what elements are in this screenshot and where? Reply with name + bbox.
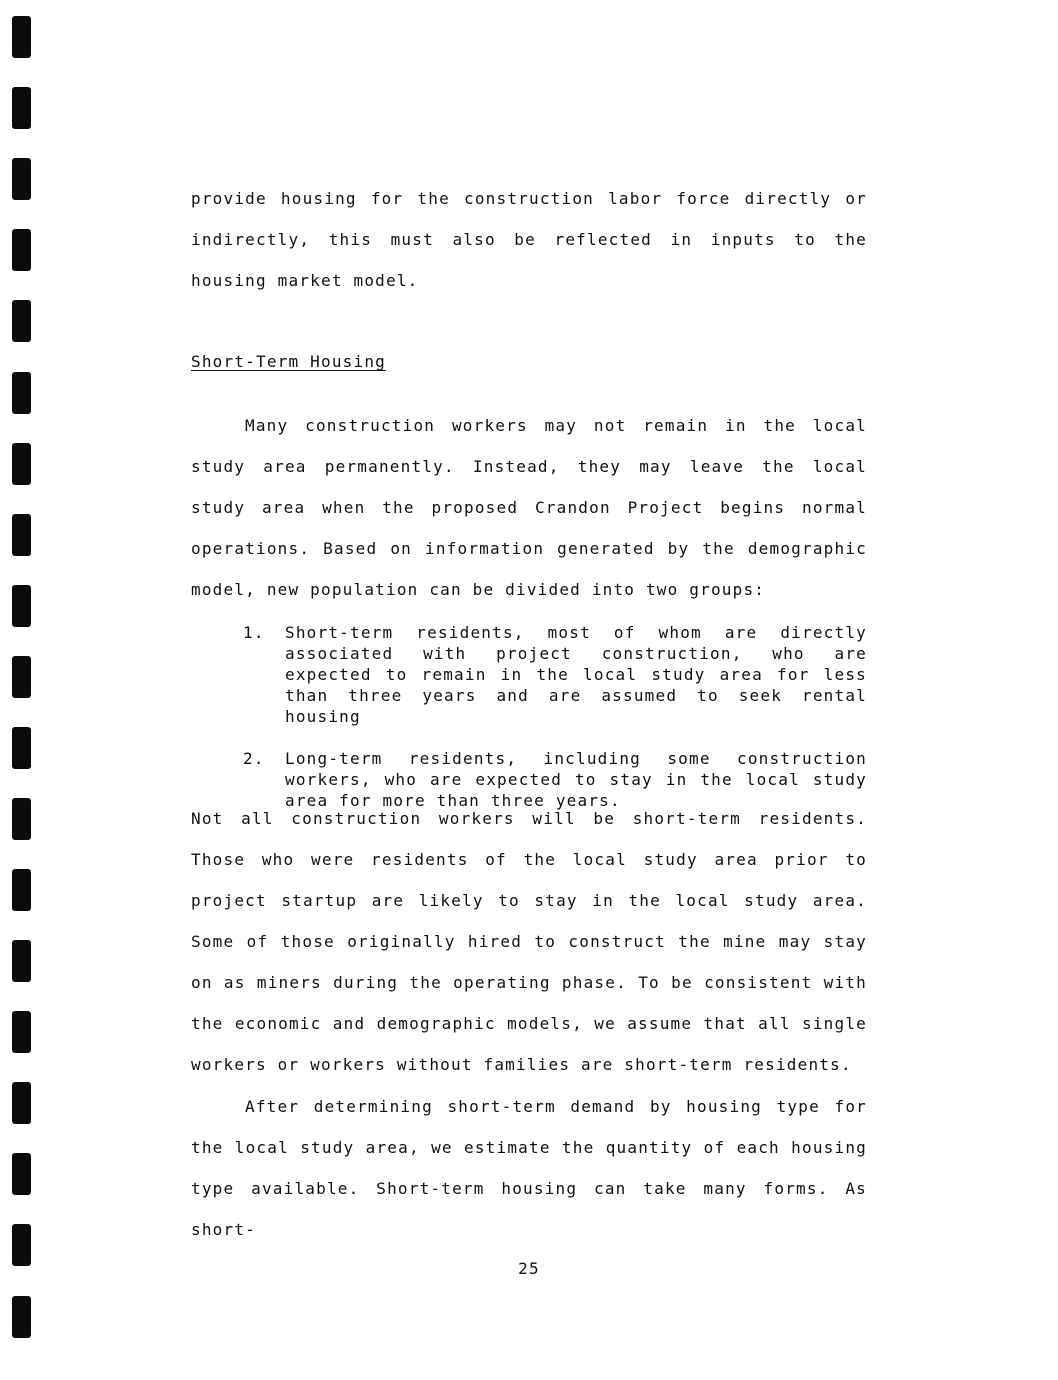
list-item-number: 2. bbox=[243, 749, 265, 768]
binding-hole bbox=[12, 1082, 31, 1124]
page-number: 25 bbox=[518, 1259, 540, 1278]
binding-holes bbox=[0, 0, 40, 1380]
binding-hole bbox=[12, 869, 31, 911]
binding-hole bbox=[12, 158, 31, 200]
paragraph-3-block bbox=[191, 1086, 867, 1250]
intro-paragraph-block bbox=[191, 178, 867, 301]
residents-list bbox=[243, 622, 867, 811]
binding-hole bbox=[12, 940, 31, 982]
list-item-text: Short-term residents, most of whom are directly associated with project construction, who are expected to remain in the local study area for less than three years and are assumed to seek rental housing bbox=[285, 623, 867, 726]
intro-paragraph: provide housing for the construction labor force directly or indirectly, this must also be reflected in inputs to the housing market model. bbox=[191, 189, 867, 290]
paragraph-2-block bbox=[191, 798, 867, 1085]
list-item bbox=[243, 622, 867, 727]
paragraph-1: Many construction workers may not remain in the local study area permanently. Instead, they may leave the local study area when the proposed Crandon Project begins normal operations. Based on information generated by the demographic model, new population can be divided into two groups: bbox=[191, 416, 867, 599]
binding-hole bbox=[12, 300, 31, 342]
binding-hole bbox=[12, 372, 31, 414]
list-item-text: Long-term residents, including some construction workers, who are expected to stay in the local study area for more than three years. bbox=[285, 749, 867, 810]
paragraph-1-block bbox=[191, 405, 867, 610]
binding-hole bbox=[12, 229, 31, 271]
paragraph-2: Not all construction workers will be short-term residents. Those who were residents of the local study area prior to project startup are likely to stay in the local study area. Some of those originally hired to construct the mine may stay on as miners during the operating phase. To be consistent with the economic and demographic models, we assume that all single workers or workers without families are short-term residents. bbox=[191, 809, 867, 1074]
binding-hole bbox=[12, 1296, 31, 1338]
binding-hole bbox=[12, 16, 31, 58]
binding-hole bbox=[12, 656, 31, 698]
paragraph-3: After determining short-term demand by housing type for the local study area, we estimate the quantity of each housing type available. Short-term housing can take many forms. As short- bbox=[191, 1097, 867, 1239]
binding-hole bbox=[12, 514, 31, 556]
binding-hole bbox=[12, 798, 31, 840]
binding-hole bbox=[12, 1153, 31, 1195]
binding-hole bbox=[12, 585, 31, 627]
binding-hole bbox=[12, 443, 31, 485]
binding-hole bbox=[12, 87, 31, 129]
list-item-number: 1. bbox=[243, 623, 265, 642]
section-heading: Short-Term Housing bbox=[191, 352, 386, 371]
binding-hole bbox=[12, 727, 31, 769]
binding-hole bbox=[12, 1011, 31, 1053]
